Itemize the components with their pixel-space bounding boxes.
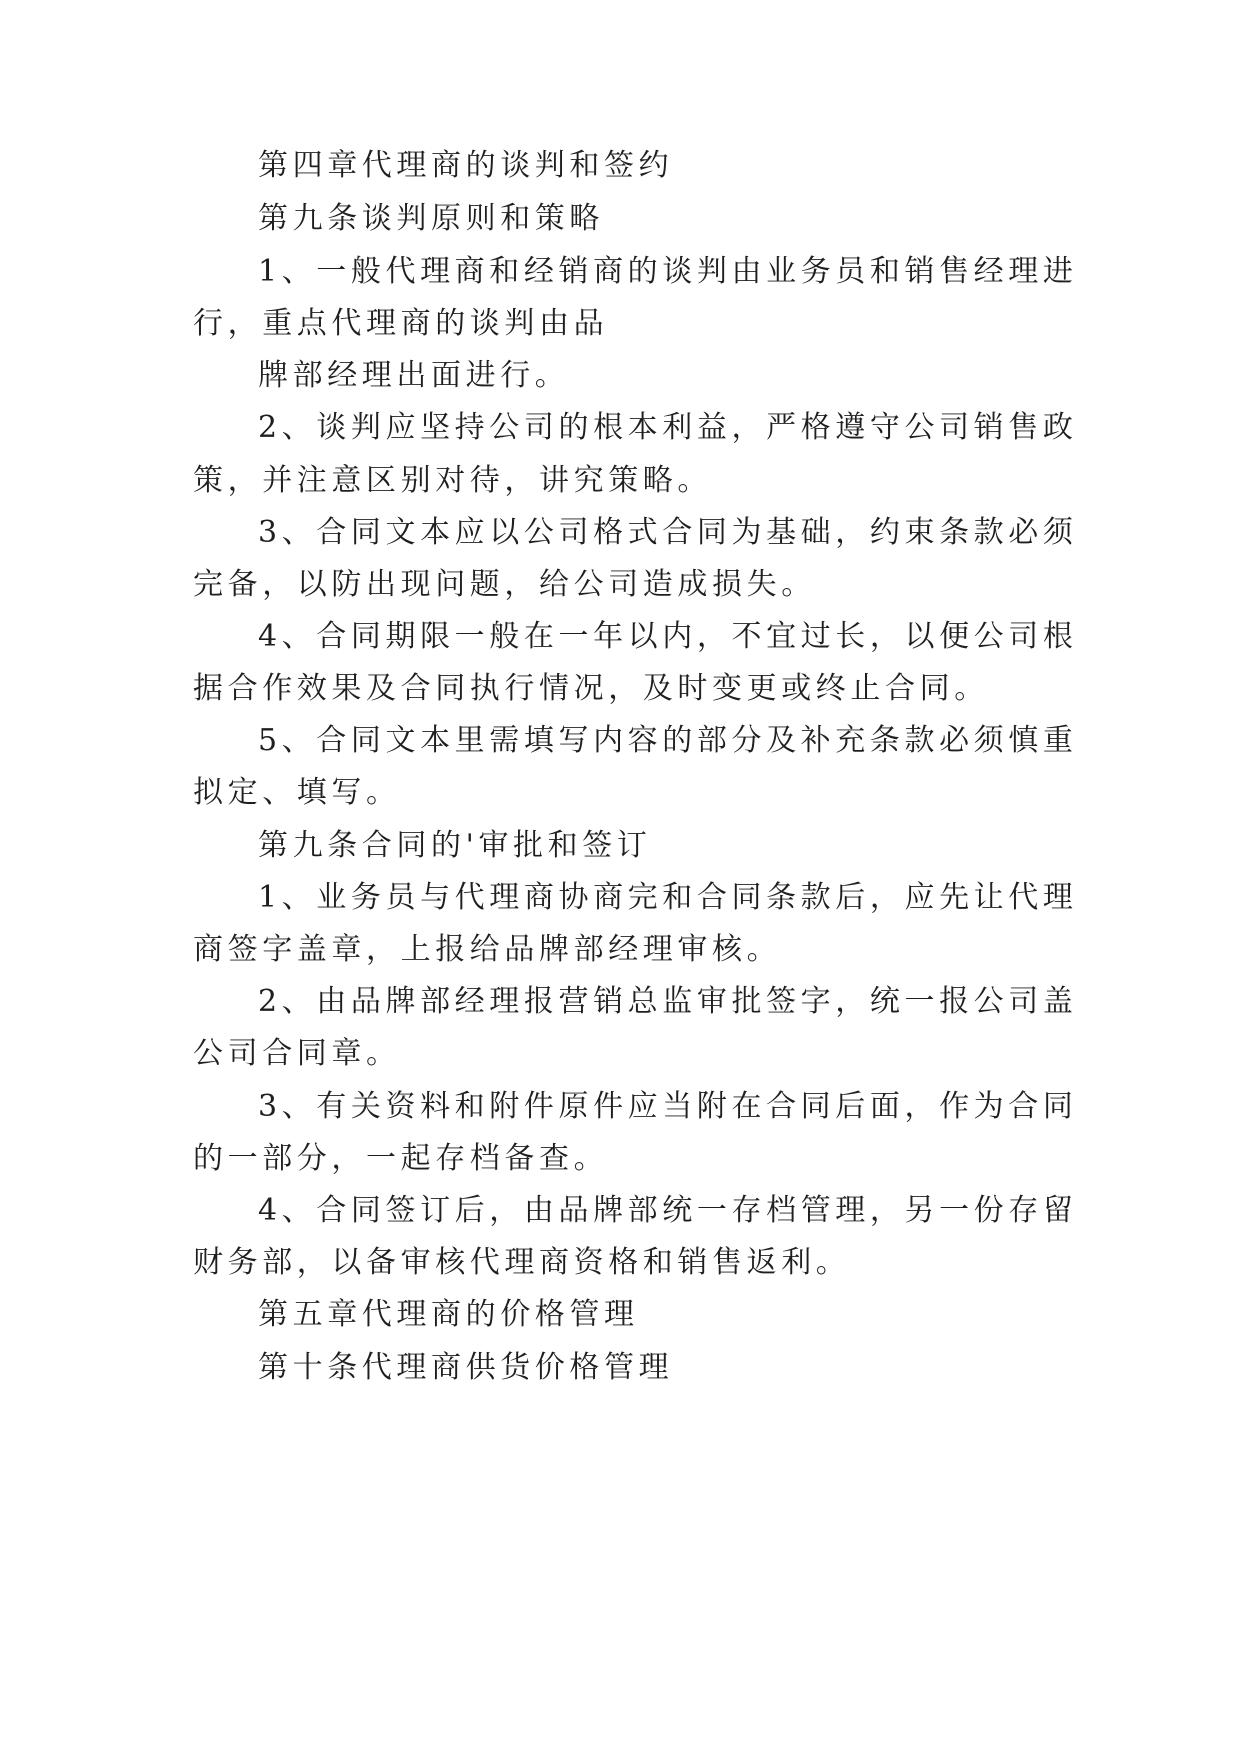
article-9b-heading: 第九条合同的'审批和签订 [258,828,652,863]
article-10-heading: 第十条代理商供货价格管理 [258,1350,674,1385]
article-9-heading: 第九条谈判原则和策略 [258,201,604,236]
paragraph-line: 2、由品牌部经理报营销总监审批签字，统一报公司盖 [258,984,1078,1019]
paragraph-line: 财务部，以备审核代理商资格和销售返利。 [193,1245,851,1280]
paragraph-line: 3、有关资料和附件原件应当附在合同后面，作为合同 [258,1089,1078,1124]
chapter-4-heading: 第四章代理商的谈判和签约 [258,148,674,183]
paragraph-line: 拟定、填写。 [193,775,401,810]
chapter-5-heading: 第五章代理商的价格管理 [258,1297,639,1332]
paragraph-line: 公司合同章。 [193,1036,401,1071]
paragraph-line: 完备，以防出现问题，给公司造成损失。 [193,567,816,602]
paragraph-line: 牌部经理出面进行。 [258,358,570,393]
paragraph-line: 商签字盖章，上报给品牌部经理审核。 [193,932,782,967]
paragraph-line: 1、一般代理商和经销商的谈判由业务员和销售经理进 [258,254,1078,289]
paragraph-line: 5、合同文本里需填写内容的部分及补充条款必须慎重 [258,723,1078,758]
paragraph-line: 1、业务员与代理商协商完和合同条款后，应先让代理 [258,880,1078,915]
paragraph-line: 行，重点代理商的谈判由品 [193,306,609,341]
paragraph-line: 3、合同文本应以公司格式合同为基础，约束条款必须 [258,515,1078,550]
paragraph-line: 4、合同期限一般在一年以内，不宜过长，以便公司根 [258,619,1078,654]
paragraph-line: 策，并注意区别对待，讲究策略。 [193,463,712,498]
paragraph-line: 据合作效果及合同执行情况，及时变更或终止合同。 [193,671,989,706]
paragraph-line: 的一部分，一起存档备查。 [193,1141,609,1176]
paragraph-line: 4、合同签订后，由品牌部统一存档管理，另一份存留 [258,1193,1078,1228]
paragraph-line: 2、谈判应坚持公司的根本利益，严格遵守公司销售政 [258,410,1078,445]
